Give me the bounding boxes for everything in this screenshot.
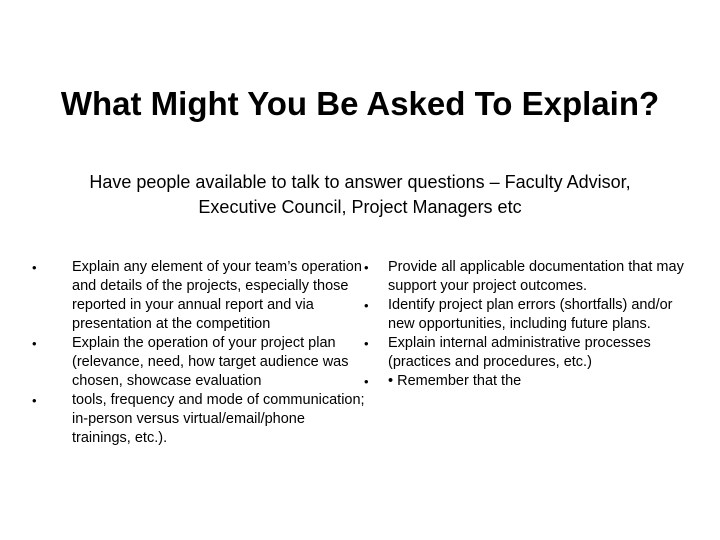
list-item (30, 258, 365, 334)
left-bullet-list (30, 258, 365, 448)
bullet-icon: • (32, 393, 37, 408)
bullet-icon: • (32, 260, 37, 275)
list-item (360, 334, 695, 372)
bullet-text: • Remember that the (388, 373, 522, 389)
list-item (30, 334, 365, 391)
bullet-text: tools, frequency and mode of communication; in-person versus virtual/email/phone trainings, etc.). (72, 392, 365, 446)
list-item (360, 372, 695, 391)
bullet-icon: • (364, 260, 369, 275)
bullet-text: Provide all applicable documentation that may support your project outcomes. (388, 259, 684, 294)
bullet-text: Explain internal administrative processes (practices and procedures, etc.) (388, 335, 651, 370)
list-item (30, 391, 365, 448)
slide-title: What Might You Be Asked To Explain? (60, 85, 660, 123)
bullet-text: Explain any element of your team’s operation and details of the projects, especially those reported in your annual report and via presentation at the competition (72, 259, 362, 332)
bullet-icon: • (32, 336, 37, 351)
bullet-icon: • (364, 298, 369, 313)
list-item (360, 258, 695, 296)
bullet-text: Explain the operation of your project plan (relevance, need, how target audience was chosen, showcase evaluation (72, 335, 349, 389)
right-bullet-list (360, 258, 695, 391)
bullet-text: Identify project plan errors (shortfalls) and/or new opportunities, including future plans. (388, 297, 673, 332)
list-item (360, 296, 695, 334)
slide-subtitle: Have people available to talk to answer questions – Faculty Advisor, Executive Council, Project Managers etc (89, 172, 631, 217)
bullet-icon: • (364, 374, 369, 389)
bullet-icon: • (364, 336, 369, 351)
